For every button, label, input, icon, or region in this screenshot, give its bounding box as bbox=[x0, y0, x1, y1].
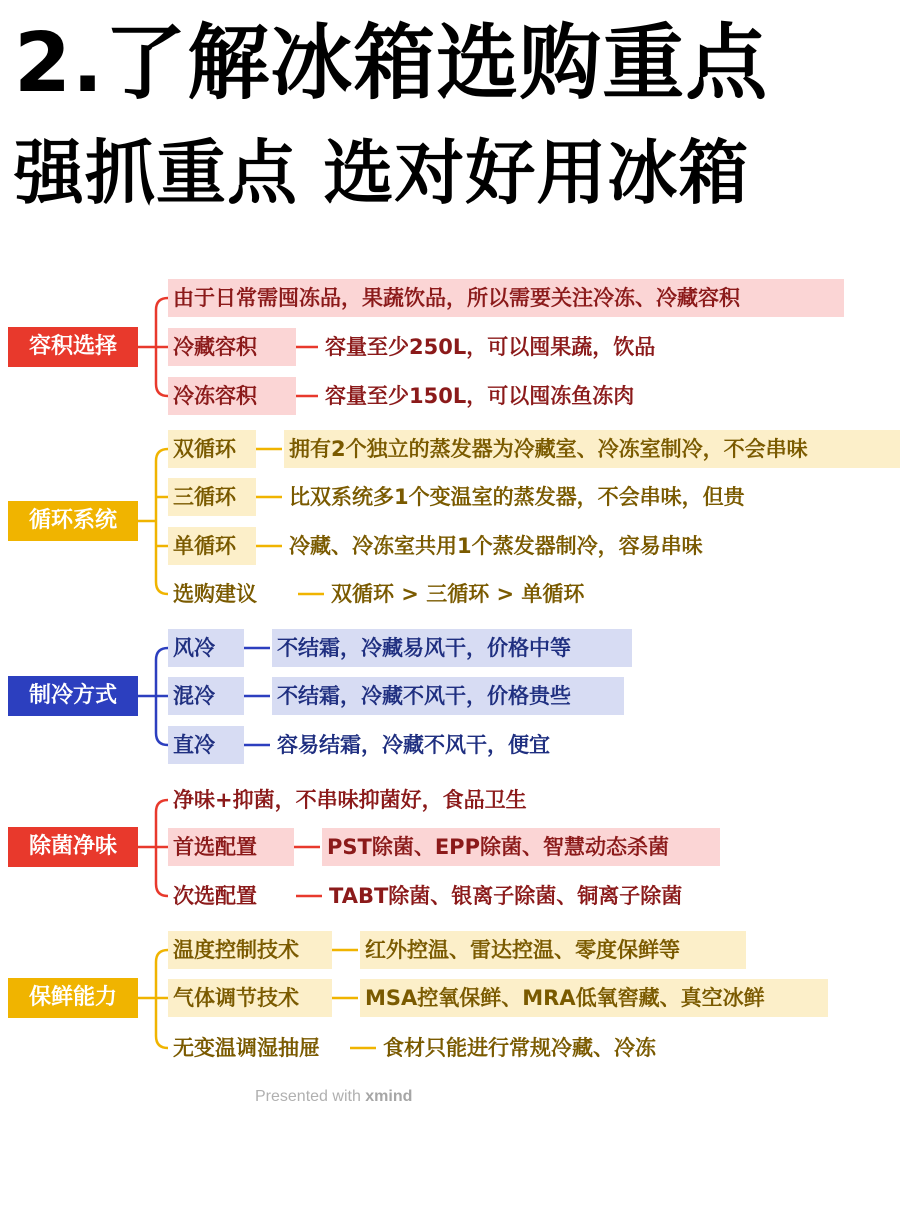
node-air-cooling: 风冷 bbox=[168, 629, 244, 667]
title-line-1: 2.了解冰箱选购重点 bbox=[14, 16, 769, 111]
root-node-sterilization: 除菌净味 bbox=[8, 827, 138, 867]
footer-credit bbox=[255, 1088, 412, 1106]
detail-humidity-drawer: 食材只能进行常规冷藏、冷冻 bbox=[383, 1036, 656, 1060]
node-direct-cooling: 直冷 bbox=[168, 726, 244, 764]
detail-direct-cooling: 容易结霜，冷藏不风干，便宜 bbox=[277, 733, 550, 757]
node-freezer-capacity: 冷冻容积 bbox=[168, 377, 296, 415]
detail-triple-cycle: 比双系统多1个变温室的蒸发器，不会串味，但贵 bbox=[289, 485, 745, 509]
node-hybrid-cooling: 混冷 bbox=[168, 677, 244, 715]
title-line-2: 强抓重点 选对好用冰箱 bbox=[14, 132, 750, 214]
footer-prefix: Presented with bbox=[255, 1088, 366, 1105]
detail-dual-cycle: 拥有2个独立的蒸发器为冷藏室、冷冻室制冷，不会串味 bbox=[284, 430, 900, 468]
node-fridge-capacity: 冷藏容积 bbox=[168, 328, 296, 366]
detail-gas-regulation: MSA控氧保鲜、MRA低氧窖藏、真空冰鲜 bbox=[360, 979, 828, 1017]
node-sterilization-summary: 净味+抑菌，不串味抑菌好，食品卫生 bbox=[173, 788, 527, 812]
node-triple-cycle: 三循环 bbox=[168, 478, 256, 516]
detail-preferred-config: PST除菌、EPP除菌、智慧动态杀菌 bbox=[322, 828, 720, 866]
footer-brand: xmind bbox=[365, 1088, 413, 1105]
detail-fridge-capacity: 容量至少250L，可以囤果蔬，饮品 bbox=[325, 335, 656, 359]
node-humidity-drawer: 无变温调湿抽屉 bbox=[173, 1036, 320, 1060]
node-dual-cycle: 双循环 bbox=[168, 430, 256, 468]
node-single-cycle: 单循环 bbox=[168, 527, 256, 565]
detail-air-cooling: 不结霜，冷藏易风干，价格中等 bbox=[272, 629, 632, 667]
root-node-cycle-system: 循环系统 bbox=[8, 501, 138, 541]
node-capacity-reason: 由于日常需囤冻品，果蔬饮品，所以需要关注冷冻、冷藏容积 bbox=[168, 279, 844, 317]
node-gas-regulation: 气体调节技术 bbox=[168, 979, 332, 1017]
detail-secondary-config: TABT除菌、银离子除菌、铜离子除菌 bbox=[329, 884, 683, 908]
node-secondary-config: 次选配置 bbox=[173, 884, 257, 908]
detail-buying-advice: 双循环 > 三循环 > 单循环 bbox=[331, 582, 585, 606]
root-node-capacity: 容积选择 bbox=[8, 327, 138, 367]
detail-hybrid-cooling: 不结霜，冷藏不风干，价格贵些 bbox=[272, 677, 624, 715]
node-temperature-control: 温度控制技术 bbox=[168, 931, 332, 969]
detail-single-cycle: 冷藏、冷冻室共用1个蒸发器制冷，容易串味 bbox=[289, 534, 703, 558]
detail-temperature-control: 红外控温、雷达控温、零度保鲜等 bbox=[360, 931, 746, 969]
node-preferred-config: 首选配置 bbox=[168, 828, 294, 866]
root-node-freshness: 保鲜能力 bbox=[8, 978, 138, 1018]
root-node-cooling-method: 制冷方式 bbox=[8, 676, 138, 716]
node-buying-advice: 选购建议 bbox=[173, 582, 257, 606]
detail-freezer-capacity: 容量至少150L，可以囤冻鱼冻肉 bbox=[325, 384, 635, 408]
